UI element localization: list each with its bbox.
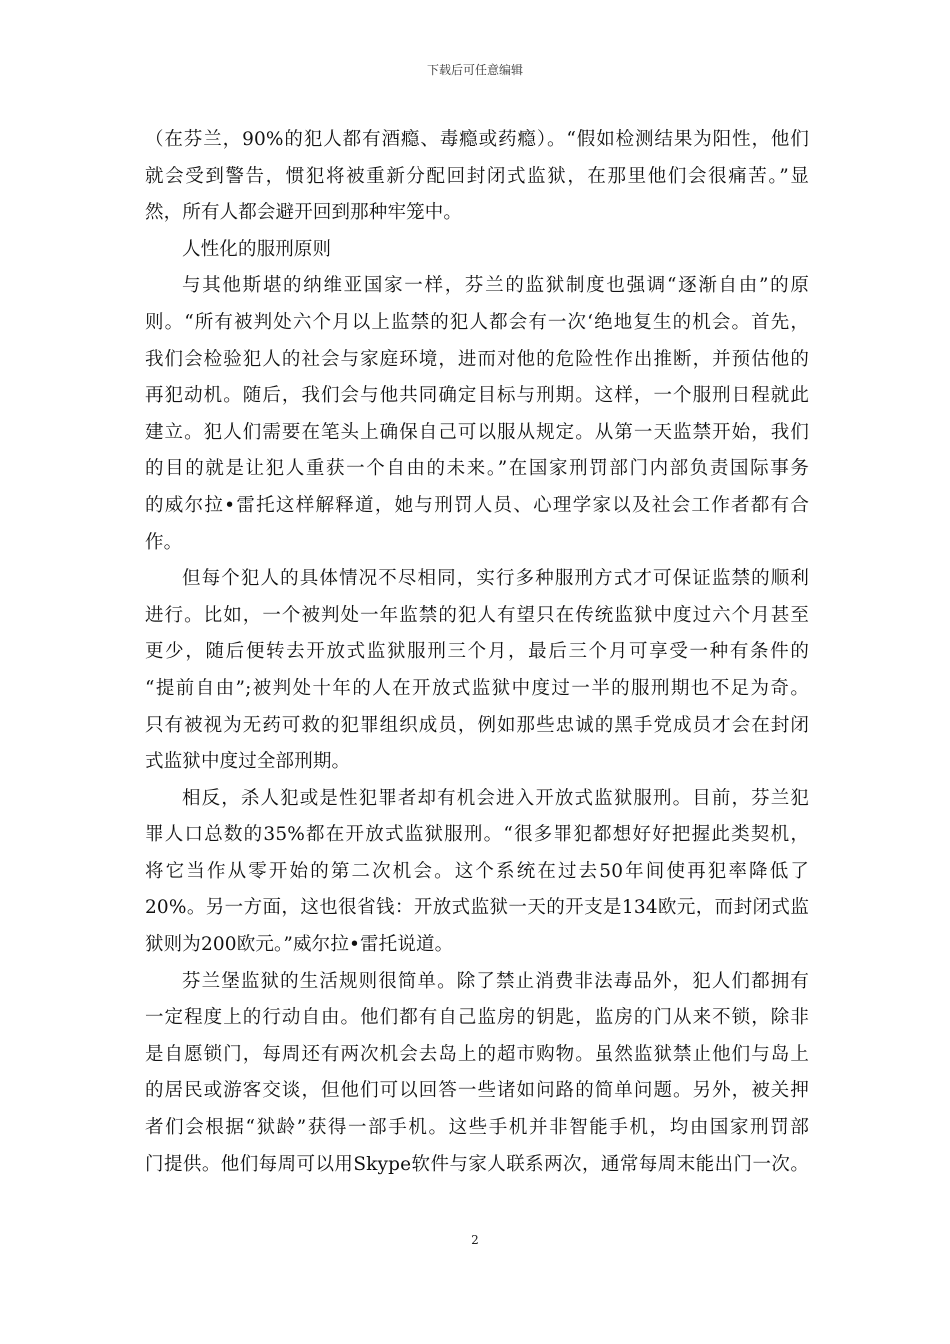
text-line: 一定程度上的行动自由。他们都有自己监房的钥匙，监房的门从来不锁，除非: [145, 1007, 809, 1029]
text-line: 进行。比如，一个被判处一年监禁的犯人有望只在传统监狱中度过六个月甚至: [145, 604, 809, 626]
text-line: 罪人口总数的35%都在开放式监狱服刑。“很多罪犯都想好好把握此类契机，: [145, 824, 809, 846]
text-line: 更少，随后便转去开放式监狱服刑三个月，最后三个月可享受一种有条件的: [145, 641, 809, 663]
text-line: 作。: [145, 531, 183, 553]
text-line: （在芬兰，90%的犯人都有酒瘾、毒瘾或药瘾）。“假如检测结果为阳性，他们: [145, 129, 809, 150]
text-line: “提前自由”;被判处十年的人在开放式监狱中度过一半的服刑期也不足为奇。: [145, 677, 809, 699]
text-line: 建立。犯人们需要在笔头上确保自己可以服从规定。从第一天监禁开始，我们: [145, 421, 809, 443]
text-line: 与其他斯堪的纳维亚国家一样，芬兰的监狱制度也强调“逐渐自由”的原: [182, 275, 809, 297]
text-line: 将它当作从零开始的第二次机会。这个系统在过去50年间使再犯率降低了: [145, 860, 809, 882]
text-line: 的威尔拉•雷托这样解释道，她与刑罚人员、心理学家以及社会工作者都有合: [145, 494, 809, 516]
text-line: 就会受到警告，惯犯将被重新分配回封闭式监狱，在那里他们会很痛苦。”显: [145, 165, 809, 187]
text-line: 则。“所有被判处六个月以上监禁的犯人都会有一次‘绝地复生的机会。首先，: [145, 311, 809, 333]
text-line: 人性化的服刑原则: [182, 238, 332, 260]
text-line: 只有被视为无药可救的犯罪组织成员，例如那些忠诚的黑手党成员才会在封闭: [145, 714, 809, 736]
text-line: 是自愿锁门，每周还有两次机会去岛上的超市购物。虽然监狱禁止他们与岛上: [145, 1043, 809, 1065]
text-line: 式监狱中度过全部刑期。: [145, 751, 351, 773]
text-line: 再犯动机。随后，我们会与他共同确定目标与刑期。这样，一个服刑日程就此: [145, 385, 809, 407]
text-line: 者们会根据“狱龄”获得一部手机。这些手机并非智能手机，均由国家刑罚部: [145, 1117, 809, 1139]
text-line: 然，所有人都会避开回到那种牢笼中。: [145, 202, 463, 224]
document-body: [145, 122, 809, 1183]
text-line: 我们会检验犯人的社会与家庭环境，进而对他的危险性作出推断，并预估他的: [145, 348, 809, 370]
text-line: 狱则为200欧元。”威尔拉•雷托说道。: [145, 934, 454, 956]
text-line: 相反，杀人犯或是性犯罪者却有机会进入开放式监狱服刑。目前，芬兰犯: [182, 787, 809, 809]
text-line: 20%。另一方面，这也很省钱：开放式监狱一天的开支是134欧元，而封闭式监: [145, 897, 809, 919]
text-line: 的目的就是让犯人重获一个自由的未来。”在国家刑罚部门内部负责国际事务: [145, 458, 809, 480]
text-line: 但每个犯人的具体情况不尽相同，实行多种服刑方式才可保证监禁的顺利: [182, 568, 809, 590]
page-number: 2: [471, 1233, 479, 1247]
page-header: 下载后可任意编辑: [426, 63, 523, 77]
text-line: 门提供。他们每周可以用Skype软件与家人联系两次，通常每周末能出门一次。: [145, 1153, 809, 1175]
text-line: 的居民或游客交谈，但他们可以回答一些诸如问路的简单问题。另外，被关押: [145, 1080, 809, 1102]
text-line: 芬兰堡监狱的生活规则很简单。除了禁止消费非法毒品外，犯人们都拥有: [182, 970, 809, 992]
